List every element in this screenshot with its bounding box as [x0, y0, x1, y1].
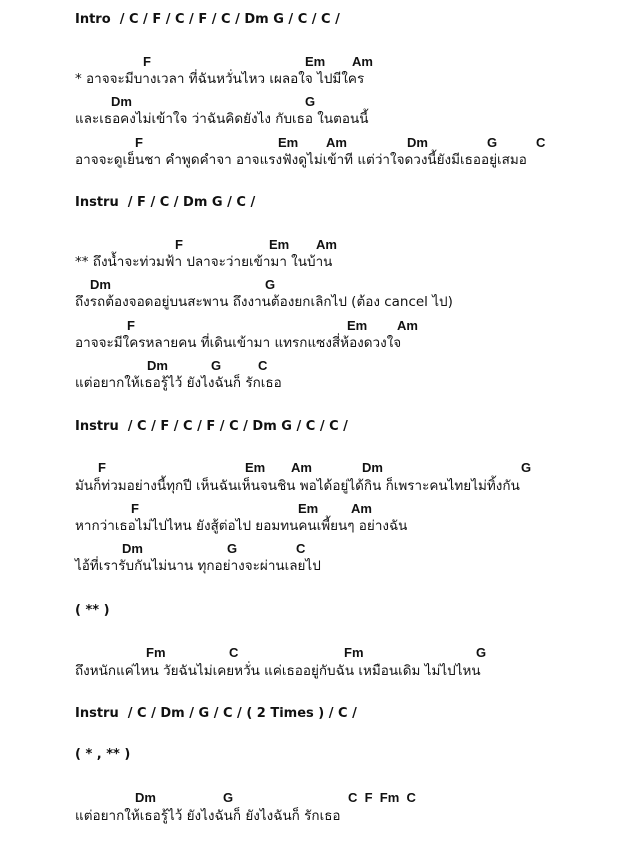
chord-label: Am: [352, 54, 373, 69]
chord-label: Am: [351, 501, 372, 516]
chord-label: C: [229, 645, 239, 660]
chord-label: Em: [269, 237, 290, 252]
chord-label: Em: [278, 135, 299, 150]
lyric-line: มันก็ท่วมอย่างนี้ทุกปี เห็นฉันเห็นจนชิน พอได้อยู่ได้กิน ก็เพราะคนไทยไม่ทิ้งกัน: [75, 478, 520, 494]
chord-label: F: [131, 501, 139, 516]
instru-line: Instru / C / F / C / F / C / Dm G / C / C /: [75, 419, 348, 434]
lyric-line: ถึงรถต้องจอดอยู่บนสะพาน ถึงงานต้องยกเลิกไป (ต้อง cancel ไป): [75, 294, 453, 310]
chord-label: G: [211, 358, 222, 373]
chord-label: G: [265, 277, 276, 292]
chord-label: Fm: [344, 645, 364, 660]
chord-label: Dm: [135, 790, 156, 805]
chord-label: Dm: [90, 277, 111, 292]
chord-label: Am: [397, 318, 418, 333]
lyric-line: ไอ้ที่เรารับกันไม่นาน ทุกอย่างจะผ่านเลยไป: [75, 558, 321, 574]
chord-label: G: [521, 460, 532, 475]
lyric-line: และเธอคงไม่เข้าใจ ว่าฉันคิดยังไง กับเธอ ในตอนนี้: [75, 111, 369, 127]
chord-label: G: [227, 541, 238, 556]
chord-label: C F Fm C: [348, 790, 416, 805]
chord-label: G: [223, 790, 234, 805]
lyric-line: * อาจจะมีบางเวลา ที่ฉันหวั่นไหว เผลอใจ ไปมีใคร: [75, 71, 365, 87]
chord-label: Am: [316, 237, 337, 252]
lyric-line: แต่อยากให้เธอรู้ไว้ ยังไงฉันก็ รักเธอ: [75, 375, 282, 391]
chord-label: F: [98, 460, 106, 475]
chord-label: Dm: [111, 94, 132, 109]
intro-line: Intro / C / F / C / F / C / Dm G / C / C /: [75, 12, 340, 27]
chord-label: Dm: [122, 541, 143, 556]
lyric-line: ** ถึงน้ำจะท่วมฟ้า ปลาจะว่ายเข้ามา ในบ้าน: [75, 254, 333, 270]
chord-label: Dm: [362, 460, 383, 475]
chord-label: F: [127, 318, 135, 333]
instru-line: Instru / C / Dm / G / C / ( 2 Times ) / C /: [75, 706, 357, 721]
lyric-line: หากว่าเธอไม่ไปไหน ยังสู้ต่อไป ยอมทนคนเพี้ยนๆ อย่างฉัน: [75, 518, 408, 534]
chord-label: C: [536, 135, 546, 150]
instru-line: Instru / F / C / Dm G / C /: [75, 195, 256, 210]
lyric-line: แต่อยากให้เธอรู้ไว้ ยังไงฉันก็ ยังไงฉันก็ รักเธอ: [75, 808, 341, 824]
chord-label: Fm: [146, 645, 166, 660]
lyric-line: อาจจะมีใครหลายคน ที่เดินเข้ามา แทรกแซงสี่ห้องดวงใจ: [75, 335, 402, 351]
chord-label: Em: [245, 460, 266, 475]
chorus-repeat-marker: ( ** ): [75, 603, 110, 618]
chord-label: C: [258, 358, 268, 373]
chord-label: G: [305, 94, 316, 109]
chord-label: Am: [326, 135, 347, 150]
lyric-line: ถึงหนักแค่ไหน วัยฉันไม่เคยหวั่น แค่เธออยู่กับฉัน เหมือนเดิม ไม่ไปไหน: [75, 663, 481, 679]
chord-label: Dm: [407, 135, 428, 150]
chord-label: G: [476, 645, 487, 660]
chord-label: Em: [347, 318, 368, 333]
chord-label: Em: [305, 54, 326, 69]
chord-label: F: [175, 237, 183, 252]
chord-label: F: [135, 135, 143, 150]
chord-label: Em: [298, 501, 319, 516]
lyric-line: อาจจะดูเย็นชา คำพูดคำจา อาจแรงฟังดูไม่เข้าที แต่ว่าใจดวงนี้ยังมีเธออยู่เสมอ: [75, 152, 527, 168]
chord-label: C: [296, 541, 306, 556]
chord-label: Am: [291, 460, 312, 475]
chord-label: F: [143, 54, 151, 69]
chord-label: Dm: [147, 358, 168, 373]
repeat-all-marker: ( * , ** ): [75, 747, 131, 762]
chord-label: G: [487, 135, 498, 150]
